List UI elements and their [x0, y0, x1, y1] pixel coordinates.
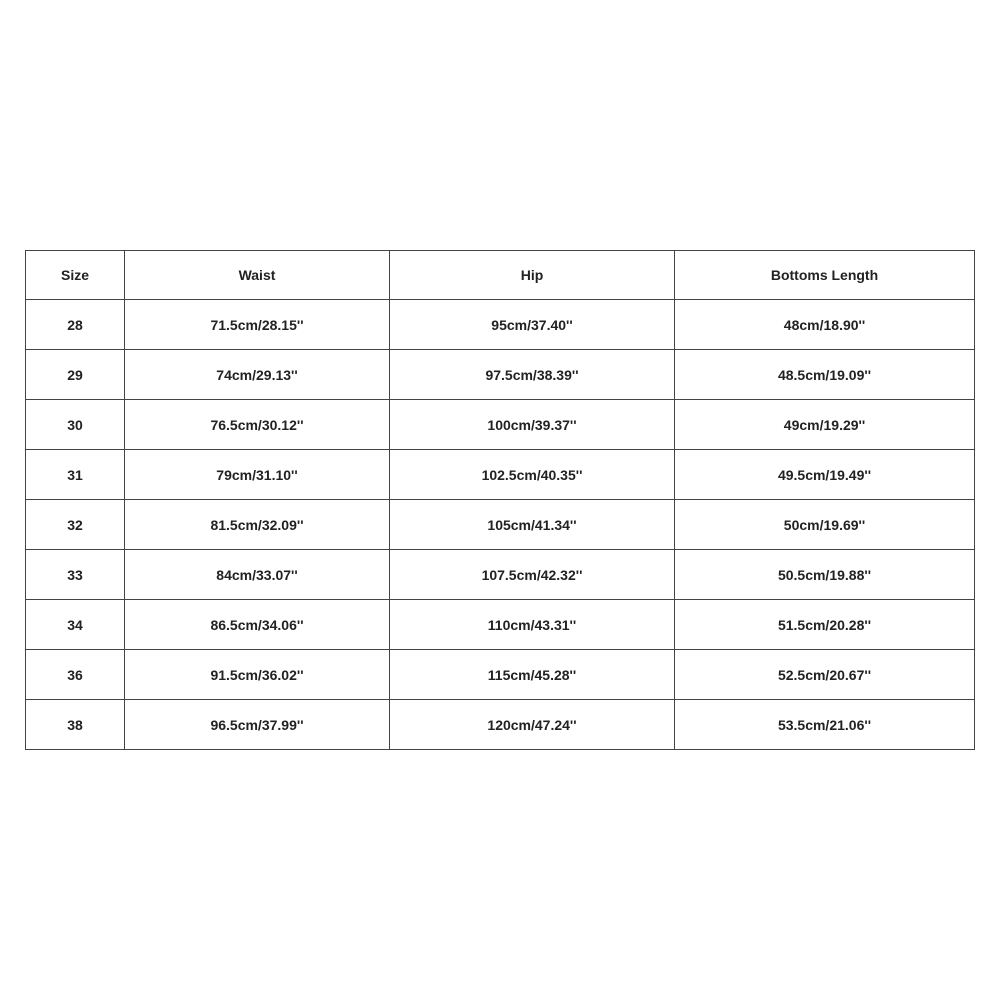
cell-size: 36: [26, 650, 125, 700]
cell-waist: 79cm/31.10'': [125, 450, 390, 500]
cell-hip: 105cm/41.34'': [390, 500, 675, 550]
table-row: [26, 650, 975, 700]
cell-bottoms-length: 48.5cm/19.09'': [675, 350, 975, 400]
cell-waist: 91.5cm/36.02'': [125, 650, 390, 700]
cell-hip: 115cm/45.28'': [390, 650, 675, 700]
table-row: [26, 700, 975, 750]
cell-size: 38: [26, 700, 125, 750]
table-row: [26, 600, 975, 650]
cell-waist: 71.5cm/28.15'': [125, 300, 390, 350]
cell-waist: 81.5cm/32.09'': [125, 500, 390, 550]
cell-size: 33: [26, 550, 125, 600]
size-chart-header: [26, 251, 975, 300]
cell-hip: 102.5cm/40.35'': [390, 450, 675, 500]
header-hip: Hip: [390, 251, 675, 300]
cell-size: 34: [26, 600, 125, 650]
cell-size: 28: [26, 300, 125, 350]
cell-size: 30: [26, 400, 125, 450]
cell-size: 32: [26, 500, 125, 550]
cell-bottoms-length: 49.5cm/19.49'': [675, 450, 975, 500]
cell-size: 31: [26, 450, 125, 500]
header-row: [26, 251, 975, 300]
cell-hip: 95cm/37.40'': [390, 300, 675, 350]
cell-bottoms-length: 49cm/19.29'': [675, 400, 975, 450]
header-size: Size: [26, 251, 125, 300]
cell-bottoms-length: 52.5cm/20.67'': [675, 650, 975, 700]
cell-bottoms-length: 53.5cm/21.06'': [675, 700, 975, 750]
cell-hip: 107.5cm/42.32'': [390, 550, 675, 600]
cell-size: 29: [26, 350, 125, 400]
cell-bottoms-length: 50.5cm/19.88'': [675, 550, 975, 600]
header-waist: Waist: [125, 251, 390, 300]
size-chart-table: [25, 250, 975, 750]
cell-waist: 76.5cm/30.12'': [125, 400, 390, 450]
cell-waist: 74cm/29.13'': [125, 350, 390, 400]
cell-waist: 96.5cm/37.99'': [125, 700, 390, 750]
table-row: [26, 450, 975, 500]
cell-hip: 120cm/47.24'': [390, 700, 675, 750]
cell-bottoms-length: 48cm/18.90'': [675, 300, 975, 350]
table-row: [26, 400, 975, 450]
cell-hip: 97.5cm/38.39'': [390, 350, 675, 400]
header-bottoms-length: Bottoms Length: [675, 251, 975, 300]
table-row: [26, 500, 975, 550]
cell-bottoms-length: 51.5cm/20.28'': [675, 600, 975, 650]
cell-hip: 100cm/39.37'': [390, 400, 675, 450]
cell-bottoms-length: 50cm/19.69'': [675, 500, 975, 550]
cell-waist: 84cm/33.07'': [125, 550, 390, 600]
table-row: [26, 300, 975, 350]
cell-waist: 86.5cm/34.06'': [125, 600, 390, 650]
size-chart-body: [26, 300, 975, 750]
table-row: [26, 350, 975, 400]
cell-hip: 110cm/43.31'': [390, 600, 675, 650]
table-row: [26, 550, 975, 600]
